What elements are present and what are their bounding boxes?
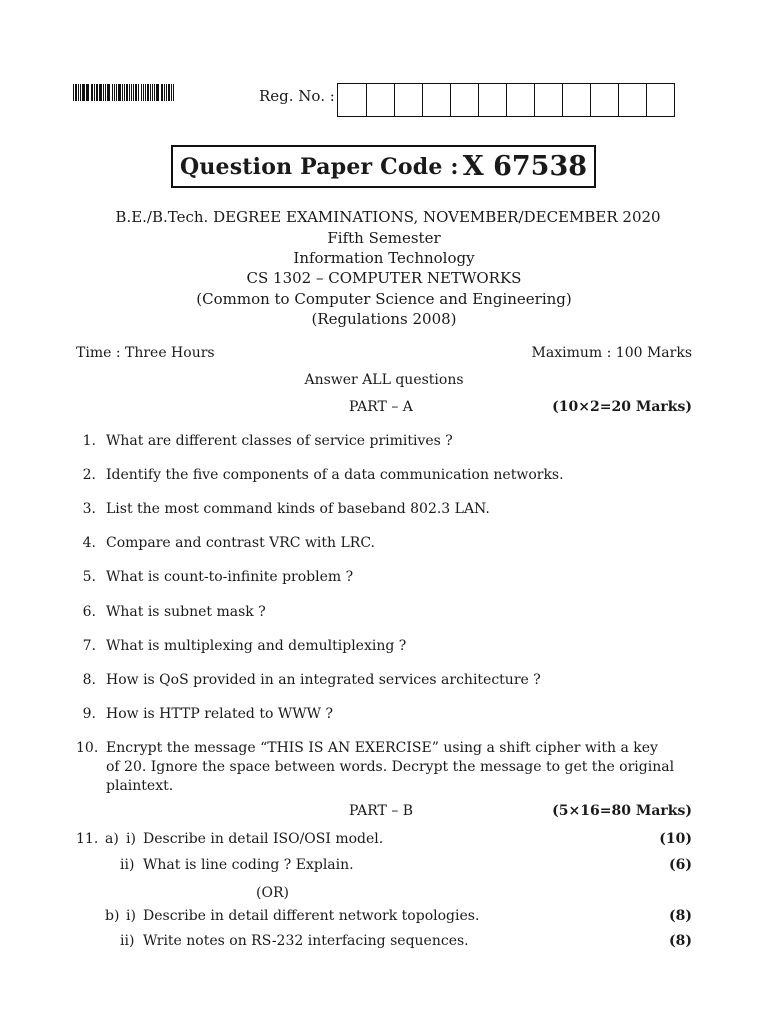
reg-no-boxes [337, 83, 675, 117]
barcode-bar [166, 84, 167, 101]
question-11-b-ii: Write notes on RS-232 interfacing sequences. [143, 933, 469, 949]
barcode-bar [94, 84, 95, 101]
sub-label: ii) [120, 857, 135, 873]
barcode-bar [109, 84, 110, 101]
barcode-bar [87, 84, 89, 101]
barcode-bar [156, 84, 158, 101]
reg-no-digit-box [394, 84, 422, 116]
barcode-bar [114, 84, 116, 101]
regulations: (Regulations 2008) [311, 310, 457, 328]
question-number: 10. [76, 740, 99, 756]
department: Information Technology [293, 249, 475, 267]
option-label: a) [105, 831, 119, 847]
reg-no-digit-box [590, 84, 618, 116]
barcode-bar [152, 84, 153, 101]
reg-no-digit-box [506, 84, 534, 116]
part-a-marks: (10×2=20 Marks) [552, 399, 692, 415]
barcode-bar [126, 84, 128, 101]
question-number: 5. [82, 569, 96, 585]
barcode-bar [131, 84, 132, 101]
question-number: 6. [82, 604, 96, 620]
question-11-a-ii: What is line coding ? Explain. [143, 857, 354, 873]
question-text: What is subnet mask ? [106, 604, 266, 620]
sub-label: ii) [120, 933, 135, 949]
barcode-bar [143, 84, 144, 101]
marks: (8) [669, 933, 692, 949]
question-text: What are different classes of service primitives ? [106, 433, 453, 449]
question-10-line-2: of 20. Ignore the space between words. Decrypt the message to get the original [106, 759, 675, 775]
question-10-line-1: Encrypt the message “THIS IS AN EXERCISE” using a shift cipher with a key [106, 740, 658, 756]
barcode-bar [80, 84, 81, 101]
reg-no-digit-box [450, 84, 478, 116]
barcode-bar [78, 84, 79, 101]
exam-title: B.E./B.Tech. DEGREE EXAMINATIONS, NOVEMBER/DECEMBER 2020 [115, 208, 661, 226]
common-to: (Common to Computer Science and Engineering) [196, 290, 572, 308]
subject: CS 1302 – COMPUTER NETWORKS [246, 269, 522, 287]
question-text: What is count-to-infinite problem ? [106, 569, 354, 585]
barcode [73, 84, 188, 101]
semester: Fifth Semester [327, 229, 441, 247]
question-text: How is QoS provided in an integrated services architecture ? [106, 672, 541, 688]
question-10-line-3: plaintext. [106, 778, 174, 794]
barcode-bar [129, 84, 130, 101]
part-b-title: PART – B [349, 803, 414, 819]
barcode-bar [124, 84, 125, 101]
reg-no-digit-box [562, 84, 590, 116]
question-number: 7. [82, 638, 96, 654]
barcode-bar [75, 84, 77, 101]
barcode-bar [96, 84, 98, 101]
barcode-bar [154, 84, 155, 101]
question-paper-code-label: Question Paper Code : [179, 153, 459, 180]
marks: (6) [669, 857, 692, 873]
sub-label: i) [126, 908, 136, 924]
barcode-bar [112, 84, 113, 101]
barcode-bar [122, 84, 123, 101]
barcode-bar [92, 84, 93, 101]
barcode-bar [173, 84, 174, 101]
barcode-bar [105, 84, 106, 101]
question-text: How is HTTP related to WWW ? [106, 706, 333, 722]
reg-no-digit-box [422, 84, 450, 116]
option-label: b) [105, 908, 120, 924]
reg-no-digit-box [646, 84, 674, 116]
question-text: What is multiplexing and demultiplexing ? [106, 638, 407, 654]
question-11-b-i: Describe in detail different network topologies. [143, 908, 480, 924]
question-text: Identify the five components of a data communication networks. [106, 467, 564, 483]
reg-no-digit-box [618, 84, 646, 116]
barcode-bar [86, 84, 87, 101]
barcode-bar [135, 84, 138, 101]
question-number: 11. [76, 831, 99, 847]
question-number: 4. [82, 535, 96, 551]
question-number: 2. [82, 467, 96, 483]
question-paper-code-value: X 67538 [462, 151, 588, 182]
question-text: Compare and contrast VRC with LRC. [106, 535, 376, 551]
reg-no-digit-box [478, 84, 506, 116]
question-number: 3. [82, 501, 96, 517]
barcode-bar [141, 84, 143, 101]
barcode-bar [147, 84, 149, 101]
barcode-bar [116, 84, 117, 101]
part-a-title: PART – A [349, 399, 413, 415]
barcode-bar [91, 84, 92, 101]
barcode-bar [161, 84, 164, 101]
barcode-bar [82, 84, 85, 101]
barcode-bar [150, 84, 151, 101]
barcode-bar [107, 84, 109, 101]
barcode-bar [118, 84, 121, 101]
instruction: Answer ALL questions [304, 372, 464, 388]
question-number: 8. [82, 672, 96, 688]
reg-no-label: Reg. No. : [259, 87, 335, 105]
marks: (10) [659, 831, 692, 847]
question-paper-code-box [171, 145, 596, 188]
marks: (8) [669, 908, 692, 924]
barcode-bar [158, 84, 159, 101]
max-marks-label: Maximum : 100 Marks [531, 345, 692, 361]
barcode-bar [99, 84, 102, 101]
question-11-a-i: Describe in detail ISO/OSI model. [143, 831, 384, 847]
time-label: Time : Three Hours [76, 345, 215, 361]
reg-no-digit-box [338, 84, 366, 116]
or-divider: (OR) [256, 885, 289, 901]
barcode-bar [168, 84, 170, 101]
barcode-bar [103, 84, 104, 101]
reg-no-digit-box [534, 84, 562, 116]
sub-label: i) [126, 831, 136, 847]
question-number: 1. [82, 433, 96, 449]
question-text: List the most command kinds of baseband 802.3 LAN. [106, 501, 490, 517]
barcode-bar [164, 84, 165, 101]
barcode-bar [133, 84, 134, 101]
barcode-bar [138, 84, 139, 101]
barcode-bar [145, 84, 146, 101]
question-number: 9. [82, 706, 96, 722]
barcode-bar [73, 84, 74, 101]
reg-no-digit-box [366, 84, 394, 116]
part-b-marks: (5×16=80 Marks) [552, 803, 692, 819]
barcode-bar [171, 84, 172, 101]
